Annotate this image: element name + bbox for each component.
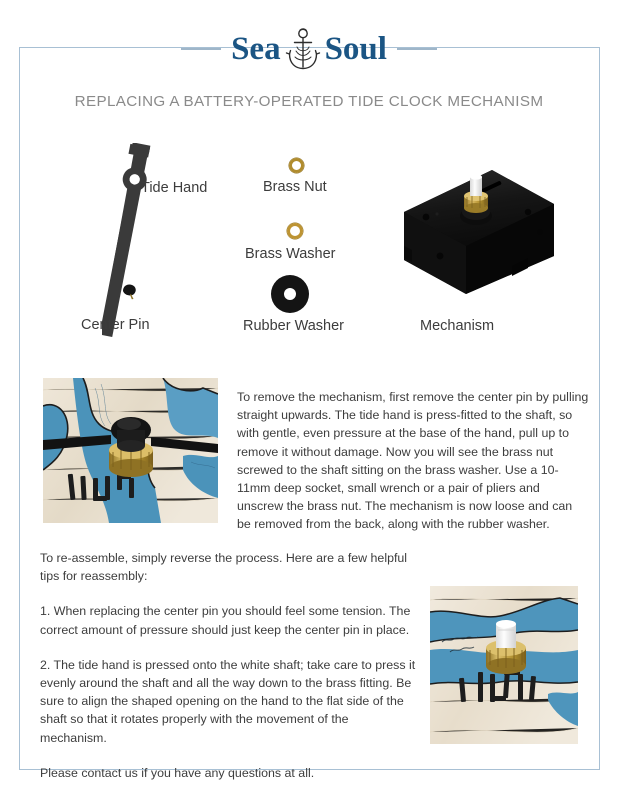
- brass-washer-illustration: [287, 223, 303, 239]
- reassembly-intro: To re-assemble, simply reverse the process. Here are a few helpful tips for reassembly:: [40, 551, 408, 584]
- shaft-closeup-photo: [430, 586, 578, 744]
- mechanism-illustration: [394, 160, 564, 310]
- parts-diagram: [19, 135, 600, 355]
- label-tide-hand: Tide Hand: [141, 180, 208, 196]
- reassembly-tip-1: 1. When replacing the center pin you should feel some tension. The correct amount of pressure should just keep the center pin in place.: [40, 604, 411, 637]
- logo-rule-right: [397, 48, 437, 50]
- logo-rule-left: [181, 48, 221, 50]
- reassembly-tip-2: 2. The tide hand is pressed onto the white shaft; take care to press it evenly around the shaft and all the way down to the brass fitting. Be sure to align the shaped opening on the hand to the flat side of the shaft so that it rotates properly with the movement of the mechanism.: [40, 657, 416, 745]
- label-brass-washer: Brass Washer: [245, 246, 336, 262]
- brand-logo: [0, 25, 618, 73]
- rubber-washer-hole: [284, 288, 296, 300]
- tide-hand-illustration: [102, 143, 232, 343]
- main-instructions-paragraph: To remove the mechanism, first remove the center pin by pulling straight upwards. The tide hand is press-fitted to the shaft, so with gentle, even pressure at the base of the hand, pull up to remove it without damage. Now you will see the brass nut screwed to the shaft sitting on the brass washer. Use a 10-11mm deep socket, small wrench or a pair of pliers and unscrew the brass nut. The mechanism is now loose and can be removed from the back, along with the rubber washer.: [237, 390, 589, 532]
- center-pin-illustration: [119, 282, 141, 302]
- brand-word-soul: Soul: [324, 30, 387, 67]
- rubber-washer-illustration: [271, 275, 309, 313]
- contact-note: Please contact us if you have any questions at all.: [40, 765, 315, 780]
- anchor-icon: [281, 27, 325, 73]
- brass-nut-illustration: [289, 158, 304, 173]
- reassembly-instructions: [40, 549, 418, 782]
- label-center-pin: Center Pin: [81, 317, 150, 333]
- label-brass-nut: Brass Nut: [263, 179, 327, 195]
- assembled-clock-photo: [43, 378, 218, 523]
- label-rubber-washer: Rubber Washer: [243, 318, 345, 334]
- page-title: REPLACING A BATTERY-OPERATED TIDE CLOCK MECHANISM: [74, 93, 544, 110]
- brand-word-sea: Sea: [231, 30, 281, 67]
- label-mechanism: Mechanism: [420, 318, 495, 334]
